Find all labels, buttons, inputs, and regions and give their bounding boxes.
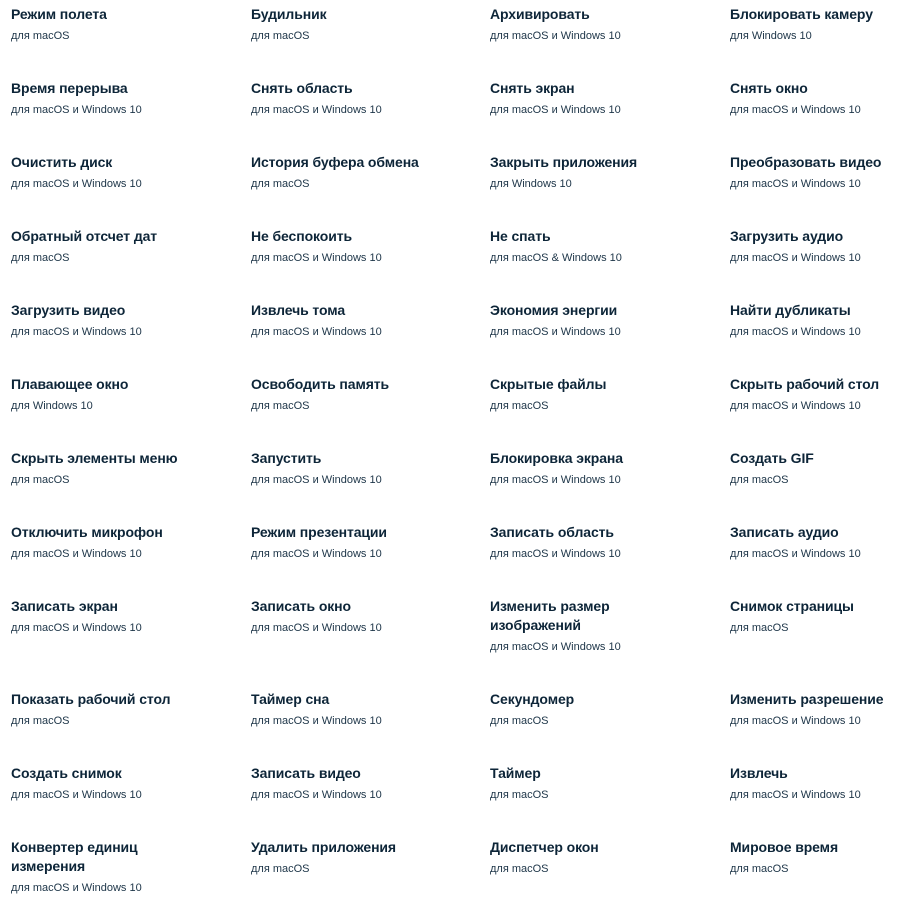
feature-platforms: для macOS и Windows 10 <box>490 326 621 338</box>
feature-title: Режим презентации <box>251 524 387 540</box>
feature-platforms: для macOS и Windows 10 <box>490 641 621 653</box>
feature-title: Извлечь тома <box>251 302 346 318</box>
feature-title: История буфера обмена <box>251 154 419 170</box>
feature-item-presentation-mode[interactable] <box>251 523 483 561</box>
feature-title: Показать рабочий стол <box>11 691 171 707</box>
feature-item-break-time[interactable] <box>11 79 243 117</box>
feature-platforms: для macOS <box>251 30 310 42</box>
feature-platforms: для macOS <box>490 715 549 727</box>
feature-item-timer[interactable] <box>490 764 722 802</box>
feature-title: Снять окно <box>730 80 808 96</box>
feature-platforms: для Windows 10 <box>11 400 93 412</box>
feature-item-take-snapshot[interactable] <box>11 764 243 802</box>
feature-title: Освободить память <box>251 376 390 392</box>
feature-item-record-area[interactable] <box>490 523 722 561</box>
feature-title: Обратный отсчет дат <box>11 228 158 244</box>
feature-item-date-countdown[interactable] <box>11 227 243 265</box>
feature-title: Записать видео <box>251 765 361 781</box>
feature-item-hidden-files[interactable] <box>490 375 722 413</box>
feature-title: Найти дубликаты <box>730 302 851 318</box>
feature-title: Таймер сна <box>251 691 330 707</box>
feature-title: Изменить размер изображений <box>490 598 610 633</box>
feature-title: Режим полета <box>11 6 107 22</box>
feature-item-eject-volumes[interactable] <box>251 301 483 339</box>
feature-item-capture-area[interactable] <box>251 79 483 117</box>
feature-item-make-gif[interactable] <box>730 449 897 487</box>
feature-row <box>0 227 897 287</box>
feature-title: Плавающее окно <box>11 376 129 392</box>
feature-item-extract[interactable] <box>730 764 897 802</box>
feature-title: Экономия энергии <box>490 302 618 318</box>
feature-row <box>0 375 897 435</box>
feature-platforms: для macOS <box>490 863 549 875</box>
feature-title: Создать GIF <box>730 450 814 466</box>
feature-platforms: для macOS и Windows 10 <box>730 789 861 801</box>
feature-platforms: для macOS и Windows 10 <box>11 548 142 560</box>
feature-item-hide-desktop[interactable] <box>730 375 897 413</box>
feature-title: Будильник <box>251 6 327 22</box>
feature-title: Секундомер <box>490 691 575 707</box>
feature-row <box>0 79 897 139</box>
feature-item-launch[interactable] <box>251 449 483 487</box>
feature-item-hide-menu-items[interactable] <box>11 449 243 487</box>
feature-item-energy-saver[interactable] <box>490 301 722 339</box>
feature-title: Время перерыва <box>11 80 128 96</box>
feature-item-record-window[interactable] <box>251 597 483 635</box>
feature-platforms: для macOS и Windows 10 <box>11 104 142 116</box>
feature-platforms: для macOS и Windows 10 <box>11 622 142 634</box>
feature-item-record-audio[interactable] <box>730 523 897 561</box>
feature-platforms: для macOS <box>11 252 70 264</box>
feature-row <box>0 690 897 750</box>
feature-platforms: для macOS <box>490 789 549 801</box>
feature-item-uninstall-apps[interactable] <box>251 838 483 876</box>
feature-item-capture-screen[interactable] <box>490 79 722 117</box>
feature-item-alarm[interactable] <box>251 5 483 43</box>
feature-item-convert-video[interactable] <box>730 153 897 191</box>
feature-platforms: для macOS & Windows 10 <box>490 252 622 264</box>
feature-item-clipboard-history[interactable] <box>251 153 483 191</box>
feature-item-lock-screen[interactable] <box>490 449 722 487</box>
feature-item-stopwatch[interactable] <box>490 690 722 728</box>
feature-item-archive[interactable] <box>490 5 722 43</box>
feature-title: Таймер <box>490 765 541 781</box>
feature-platforms: для macOS <box>11 474 70 486</box>
feature-row <box>0 838 897 898</box>
feature-title: Удалить приложения <box>251 839 397 855</box>
feature-item-record-video[interactable] <box>251 764 483 802</box>
feature-platforms: для macOS и Windows 10 <box>490 474 621 486</box>
feature-row <box>0 597 897 657</box>
feature-title: Блокировка экрана <box>490 450 623 466</box>
feature-platforms: для macOS и Windows 10 <box>251 622 382 634</box>
feature-row <box>0 523 897 583</box>
feature-platforms: для macOS <box>490 400 549 412</box>
feature-row <box>0 5 897 65</box>
feature-title: Загрузить аудио <box>730 228 844 244</box>
feature-title: Создать снимок <box>11 765 122 781</box>
feature-title: Записать область <box>490 524 614 540</box>
feature-title: Скрыть рабочий стол <box>730 376 880 392</box>
feature-title: Архивировать <box>490 6 590 22</box>
feature-platforms: для macOS и Windows 10 <box>730 548 861 560</box>
feature-title: Загрузить видео <box>11 302 126 318</box>
feature-platforms: для macOS и Windows 10 <box>730 252 861 264</box>
feature-platforms: для macOS и Windows 10 <box>11 178 142 190</box>
feature-platforms: для macOS и Windows 10 <box>11 326 142 338</box>
feature-item-download-audio[interactable] <box>730 227 897 265</box>
feature-item-record-screen[interactable] <box>11 597 243 635</box>
feature-platforms: для macOS <box>251 863 310 875</box>
feature-title: Конвертер единиц измерения <box>11 839 138 874</box>
feature-item-unit-converter[interactable] <box>11 838 151 895</box>
feature-platforms: для macOS и Windows 10 <box>251 789 382 801</box>
feature-platforms: для macOS и Windows 10 <box>490 104 621 116</box>
feature-platforms: для Windows 10 <box>730 30 812 42</box>
feature-platforms: для macOS и Windows 10 <box>730 178 861 190</box>
feature-item-find-duplicates[interactable] <box>730 301 897 339</box>
feature-platforms: для macOS <box>251 178 310 190</box>
feature-title: Отключить микрофон <box>11 524 163 540</box>
feature-platforms: для macOS <box>730 622 789 634</box>
feature-platforms: для macOS <box>730 863 789 875</box>
feature-platforms: для macOS и Windows 10 <box>490 30 621 42</box>
feature-platforms: для macOS и Windows 10 <box>730 715 861 727</box>
feature-item-page-snapshot[interactable] <box>730 597 897 635</box>
feature-title: Снять экран <box>490 80 575 96</box>
feature-title: Запустить <box>251 450 322 466</box>
feature-title: Не беспокоить <box>251 228 352 244</box>
feature-platforms: для macOS и Windows 10 <box>730 400 861 412</box>
feature-title: Диспетчер окон <box>490 839 599 855</box>
feature-title: Скрыть элементы меню <box>11 450 178 466</box>
feature-item-keep-awake[interactable] <box>490 227 722 265</box>
feature-title: Мировое время <box>730 839 839 855</box>
feature-platforms: для macOS и Windows 10 <box>251 474 382 486</box>
feature-platforms: для macOS и Windows 10 <box>11 882 142 894</box>
feature-item-sleep-timer[interactable] <box>251 690 483 728</box>
feature-item-download-video[interactable] <box>11 301 243 339</box>
feature-title: Записать окно <box>251 598 351 614</box>
feature-row <box>0 764 897 824</box>
feature-title: Снять область <box>251 80 353 96</box>
feature-platforms: для macOS и Windows 10 <box>490 548 621 560</box>
feature-title: Снимок страницы <box>730 598 854 614</box>
feature-title: Блокировать камеру <box>730 6 873 22</box>
feature-title: Скрытые файлы <box>490 376 607 392</box>
feature-platforms: для macOS и Windows 10 <box>730 326 861 338</box>
feature-platforms: для macOS и Windows 10 <box>251 548 382 560</box>
feature-item-window-manager[interactable] <box>490 838 722 876</box>
feature-title: Преобразовать видео <box>730 154 882 170</box>
feature-row <box>0 301 897 361</box>
feature-item-resize-images[interactable] <box>490 597 640 654</box>
feature-title: Закрыть приложения <box>490 154 638 170</box>
feature-item-airplane-mode[interactable] <box>11 5 243 43</box>
feature-item-free-memory[interactable] <box>251 375 483 413</box>
feature-item-do-not-disturb[interactable] <box>251 227 483 265</box>
feature-platforms: для macOS и Windows 10 <box>251 715 382 727</box>
feature-platforms: для macOS <box>251 400 310 412</box>
feature-platforms: для macOS <box>11 715 70 727</box>
feature-item-capture-window[interactable] <box>730 79 897 117</box>
feature-item-block-camera[interactable] <box>730 5 897 43</box>
feature-item-floating-window[interactable] <box>11 375 243 413</box>
feature-item-clean-drive[interactable] <box>11 153 243 191</box>
feature-platforms: для macOS и Windows 10 <box>251 326 382 338</box>
feature-item-world-time[interactable] <box>730 838 897 876</box>
feature-platforms: для Windows 10 <box>490 178 572 190</box>
feature-item-show-desktop[interactable] <box>11 690 243 728</box>
feature-item-mute-microphone[interactable] <box>11 523 243 561</box>
feature-item-change-resolution[interactable] <box>730 690 897 728</box>
feature-platforms: для macOS и Windows 10 <box>730 104 861 116</box>
feature-title: Извлечь <box>730 765 788 781</box>
feature-title: Записать экран <box>11 598 118 614</box>
feature-item-close-apps[interactable] <box>490 153 722 191</box>
feature-platforms: для macOS <box>730 474 789 486</box>
feature-title: Не спать <box>490 228 551 244</box>
feature-platforms: для macOS <box>11 30 70 42</box>
feature-row <box>0 449 897 509</box>
feature-title: Очистить диск <box>11 154 113 170</box>
feature-title: Изменить разрешение <box>730 691 884 707</box>
feature-title: Записать аудио <box>730 524 839 540</box>
feature-platforms: для macOS и Windows 10 <box>251 252 382 264</box>
feature-row <box>0 153 897 213</box>
feature-platforms: для macOS и Windows 10 <box>11 789 142 801</box>
feature-platforms: для macOS и Windows 10 <box>251 104 382 116</box>
